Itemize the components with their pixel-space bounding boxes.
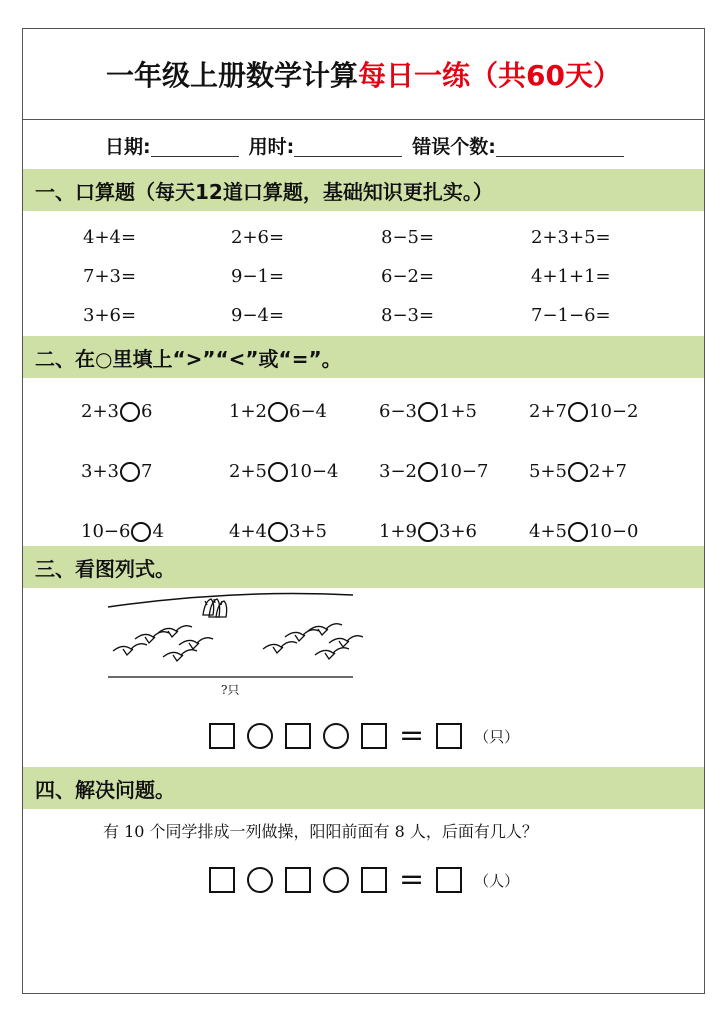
time-field[interactable]	[294, 134, 402, 157]
answer-box[interactable]	[361, 723, 387, 749]
compare-left: 4+5	[529, 521, 567, 542]
compare-item	[81, 461, 152, 482]
compare-circle[interactable]	[268, 522, 288, 542]
arithmetic-problem: 9−4=	[231, 305, 285, 326]
answer-box[interactable]	[209, 867, 235, 893]
answer-boxes-section3	[203, 718, 520, 753]
info-row	[23, 121, 704, 169]
compare-circle[interactable]	[268, 462, 288, 482]
arithmetic-problem: 7−1−6=	[531, 305, 611, 326]
compare-right: 6−4	[289, 401, 327, 422]
compare-left: 1+9	[379, 521, 417, 542]
compare-right: 7	[141, 461, 153, 482]
compare-right: 10−0	[589, 521, 639, 542]
compare-left: 1+2	[229, 401, 267, 422]
operator-circle[interactable]	[247, 723, 273, 749]
arithmetic-problem: 8−5=	[381, 227, 435, 248]
compare-left: 3+3	[81, 461, 119, 482]
compare-circle[interactable]	[418, 522, 438, 542]
arithmetic-problem: 8−3=	[381, 305, 435, 326]
unit-label: （只）	[474, 727, 520, 746]
compare-item	[81, 401, 152, 422]
compare-item	[229, 401, 327, 422]
equals-sign: =	[399, 718, 425, 753]
compare-right: 3+5	[289, 521, 327, 542]
compare-circle[interactable]	[568, 522, 588, 542]
compare-right: 10−7	[439, 461, 489, 482]
arithmetic-problem: 9−1=	[231, 266, 285, 287]
birds-on-wire	[203, 599, 227, 617]
answer-box[interactable]	[209, 723, 235, 749]
word-problem-text: 有 10 个同学排成一列做操，阳阳前面有 8 人，后面有几人？	[103, 822, 538, 841]
compare-left: 2+3	[81, 401, 119, 422]
compare-item	[529, 461, 627, 482]
arithmetic-problem: 4+4=	[83, 227, 137, 248]
compare-item	[379, 401, 477, 422]
compare-item	[229, 461, 338, 482]
compare-left: 3−2	[379, 461, 417, 482]
compare-left: 6−3	[379, 401, 417, 422]
compare-item	[379, 521, 477, 542]
answer-box[interactable]	[361, 867, 387, 893]
compare-item	[229, 521, 327, 542]
section4-heading: 四、解决问题。	[23, 767, 704, 809]
compare-circle[interactable]	[120, 402, 140, 422]
wire-line	[108, 594, 353, 608]
section3-heading: 三、看图列式。	[23, 546, 704, 588]
arithmetic-problem: 7+3=	[83, 266, 137, 287]
arithmetic-problem: 3+6=	[83, 305, 137, 326]
brace-label: ?只	[221, 683, 240, 697]
answer-box[interactable]	[436, 867, 462, 893]
operator-circle[interactable]	[247, 867, 273, 893]
arithmetic-problem: 4+1+1=	[531, 266, 611, 287]
compare-item	[529, 401, 638, 422]
compare-circle[interactable]	[131, 522, 151, 542]
compare-left: 2+7	[529, 401, 567, 422]
section2-heading: 二、在○里填上“>”“<”或“=”。	[23, 336, 704, 378]
compare-circle[interactable]	[568, 402, 588, 422]
title-highlight: 每日一练（共60天）	[358, 59, 621, 92]
compare-circle[interactable]	[120, 462, 140, 482]
compare-item	[379, 461, 488, 482]
arithmetic-problem: 2+3+5=	[531, 227, 611, 248]
compare-circle[interactable]	[418, 402, 438, 422]
compare-item	[529, 521, 638, 542]
arithmetic-problem: 2+6=	[231, 227, 285, 248]
compare-left: 4+4	[229, 521, 267, 542]
compare-right: 3+6	[439, 521, 477, 542]
compare-right: 10−4	[289, 461, 339, 482]
compare-left: 10−6	[81, 521, 131, 542]
unit-label: （人）	[474, 871, 520, 890]
compare-right: 10−2	[589, 401, 639, 422]
compare-right: 6	[141, 401, 153, 422]
compare-right: 2+7	[589, 461, 627, 482]
flying-birds	[113, 624, 363, 661]
time-label: 用时:	[248, 135, 295, 158]
compare-circle[interactable]	[418, 462, 438, 482]
worksheet-frame	[22, 28, 705, 994]
compare-right: 4	[152, 521, 164, 542]
compare-circle[interactable]	[268, 402, 288, 422]
compare-left: 2+5	[229, 461, 267, 482]
compare-left: 5+5	[529, 461, 567, 482]
operator-circle[interactable]	[323, 723, 349, 749]
page-title	[23, 29, 704, 120]
answer-box[interactable]	[285, 867, 311, 893]
compare-circle[interactable]	[568, 462, 588, 482]
date-field[interactable]	[151, 134, 239, 157]
compare-right: 1+5	[439, 401, 477, 422]
answer-box[interactable]	[285, 723, 311, 749]
section1-heading: 一、口算题（每天12道口算题，基础知识更扎实。）	[23, 169, 704, 211]
compare-item	[81, 521, 164, 542]
date-label: 日期:	[105, 135, 151, 158]
answer-box[interactable]	[436, 723, 462, 749]
errors-field[interactable]	[496, 134, 624, 157]
operator-circle[interactable]	[323, 867, 349, 893]
title-main: 一年级上册数学计算	[106, 59, 359, 92]
arithmetic-problem: 6−2=	[381, 266, 435, 287]
errors-label: 错误个数:	[412, 135, 496, 158]
answer-boxes-section4	[203, 862, 520, 897]
equals-sign: =	[399, 862, 425, 897]
